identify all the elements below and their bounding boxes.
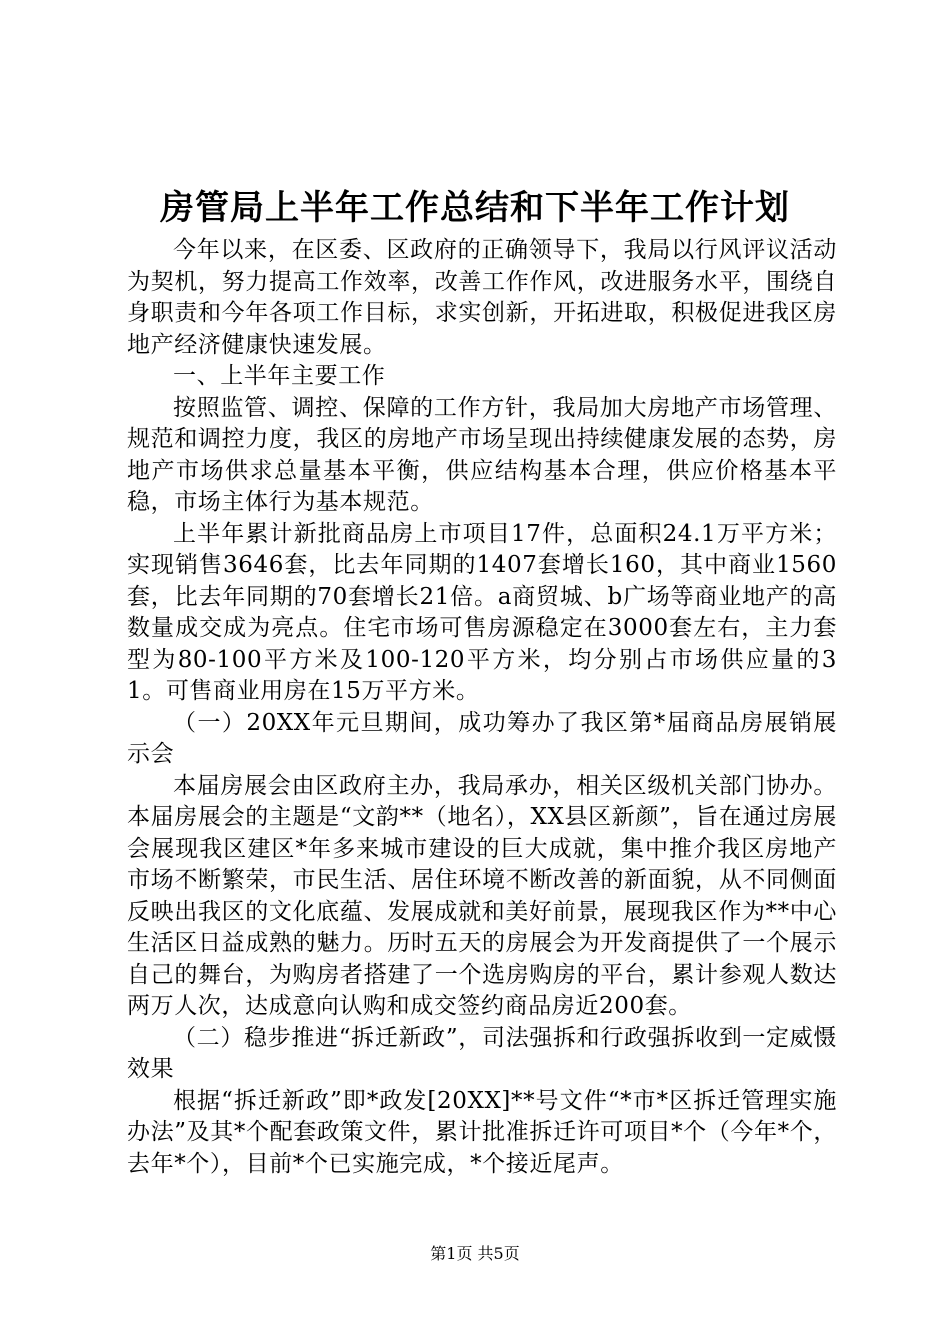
- paragraph-intro: 今年以来，在区委、区政府的正确领导下，我局以行风评议活动为契机，努力提高工作效率，改善工作作风，改进服务水平，围绕自身职责和今年各项工作目标，求实创新，开拓进取，积极促进我区房地产经济健康快速发展。: [127, 237, 837, 358]
- paragraph-sales-figures: 上半年累计新批商品房上市项目17件，总面积24.1万平方米；实现销售3646套，比去年同期的1407套增长160，其中商业1560套，比去年同期的70套增长21倍。a商贸城、b广场等商业地产的高数量成交成为亮点。住宅市场可售房源稳定在3000套左右，主力套型为80-100平方米及100-120平方米，均分别占市场供应量的31。可售商业用房在15万平方米。: [127, 520, 837, 704]
- page-number-footer: 第1页 共5页: [430, 1244, 520, 1263]
- subheading-housing-expo: （一）20XX年元旦期间，成功筹办了我区第*届商品房展销展示会: [127, 709, 837, 767]
- subheading-demolition-policy: （二）稳步推进“拆迁新政”，司法强拆和行政强拆收到一定威慑效果: [127, 1024, 837, 1082]
- section-heading: 一、上半年主要工作: [173, 363, 386, 389]
- paragraph-market-overview: 按照监管、调控、保障的工作方针，我局加大房地产市场管理、规范和调控力度，我区的房地产市场呈现出持续健康发展的态势，房地产市场供求总量基本平衡，供应结构基本合理，供应价格基本平稳，市场主体行为基本规范。: [127, 394, 837, 515]
- document-title: 房管局上半年工作总结和下半年工作计划: [160, 188, 790, 228]
- paragraph-demolition-policy: 根据“拆迁新政”即*政发[20XX]**号文件“*市*区拆迁管理实施办法”及其*个配套政策文件，累计批准拆迁许可项目*个（今年*个，去年*个），目前*个已实施完成，*个接近尾声。: [127, 1087, 837, 1177]
- document-body: [127, 235, 837, 1180]
- paragraph-housing-expo: 本届房展会由区政府主办，我局承办，相关区级机关部门协办。本届房展会的主题是“文韵**（地名），XX县区新颜”，旨在通过房展会展现我区建区*年多来城市建设的巨大成就，集中推介我区房地产市场不断繁荣，市民生活、居住环境不断改善的新面貌，从不同侧面反映出我区的文化底蕴、发展成就和美好前景，展现我区作为**中心生活区日益成熟的魅力。历时五天的房展会为开发商提供了一个展示自己的舞台，为购房者搭建了一个选房购房的平台，累计参观人数达两万人次，达成意向认购和成交签约商品房近200套。: [127, 772, 837, 1019]
